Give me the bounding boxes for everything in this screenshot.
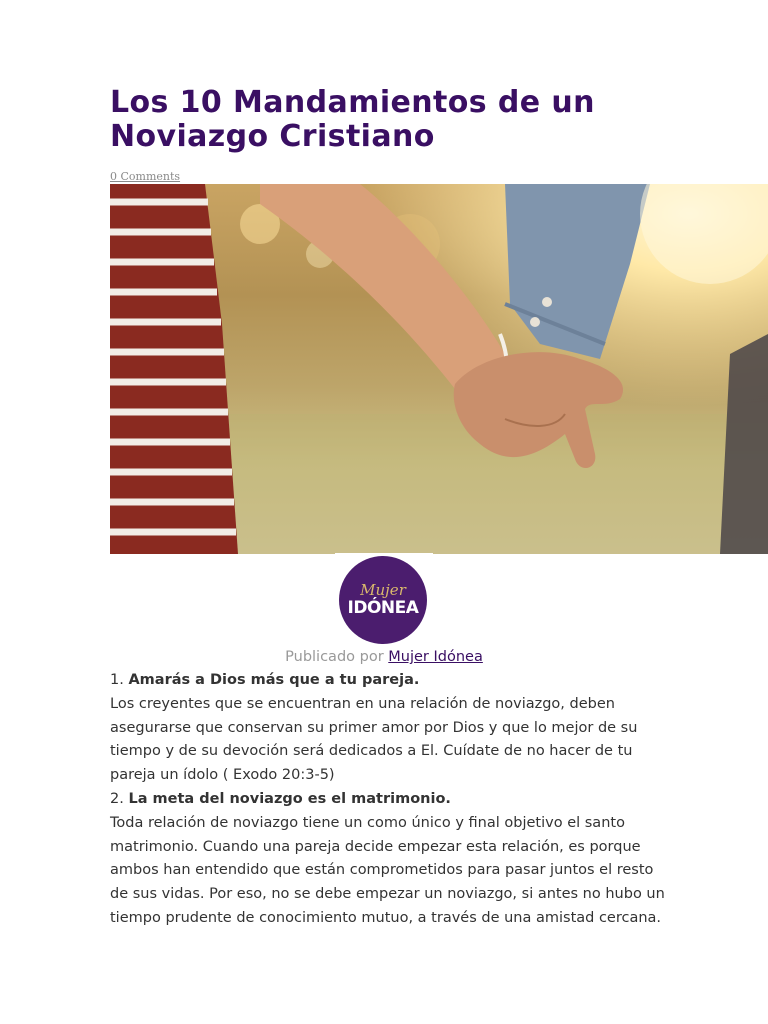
item-heading-text: Amarás a Dios más que a tu pareja. <box>128 672 420 688</box>
author-link[interactable]: Mujer Idónea <box>388 649 483 665</box>
logo-brand-text: IDÓNEA <box>347 598 419 618</box>
item-heading <box>110 669 670 693</box>
byline <box>0 649 768 665</box>
comments-link[interactable]: 0 Comments <box>110 170 181 183</box>
logo-circle <box>339 556 427 644</box>
item-number: 2. <box>110 790 124 807</box>
item-number: 1. <box>110 672 124 688</box>
item-heading-text: La meta del noviazgo es el matrimonio. <box>128 790 451 807</box>
item-heading <box>110 788 670 812</box>
article-title: Los 10 Mandamientos de un Noviazgo Cristiano <box>110 85 595 154</box>
hero-image-holding-hands <box>110 184 768 554</box>
logo-script-text: Mujer <box>360 581 406 599</box>
byline-prefix: Publicado por <box>285 649 384 665</box>
mujer-idonea-logo <box>335 553 433 645</box>
item-paragraph: Toda relación de noviazgo tiene un como único y final objetivo el santo matrimonio. Cuando una pareja decide empezar esta relación, es porque ambos han entendido que están comprometidos para pasar juntos el resto de sus vidas. Por eso, no se debe empezar un noviazgo, si antes no hubo un tiempo prudente de conocimiento mutuo, a través de una amistad cercana. <box>110 814 665 926</box>
item-paragraph: Los creyentes que se encuentran en una relación de noviazgo, deben asegurarse que conservan su primer amor por Dios y que lo mejor de su tiempo y de su devoción será dedicados a El. Cuídate de no hacer de tu pareja un ídolo ( Exodo 20:3-5) <box>110 695 638 784</box>
article-body <box>110 669 670 931</box>
